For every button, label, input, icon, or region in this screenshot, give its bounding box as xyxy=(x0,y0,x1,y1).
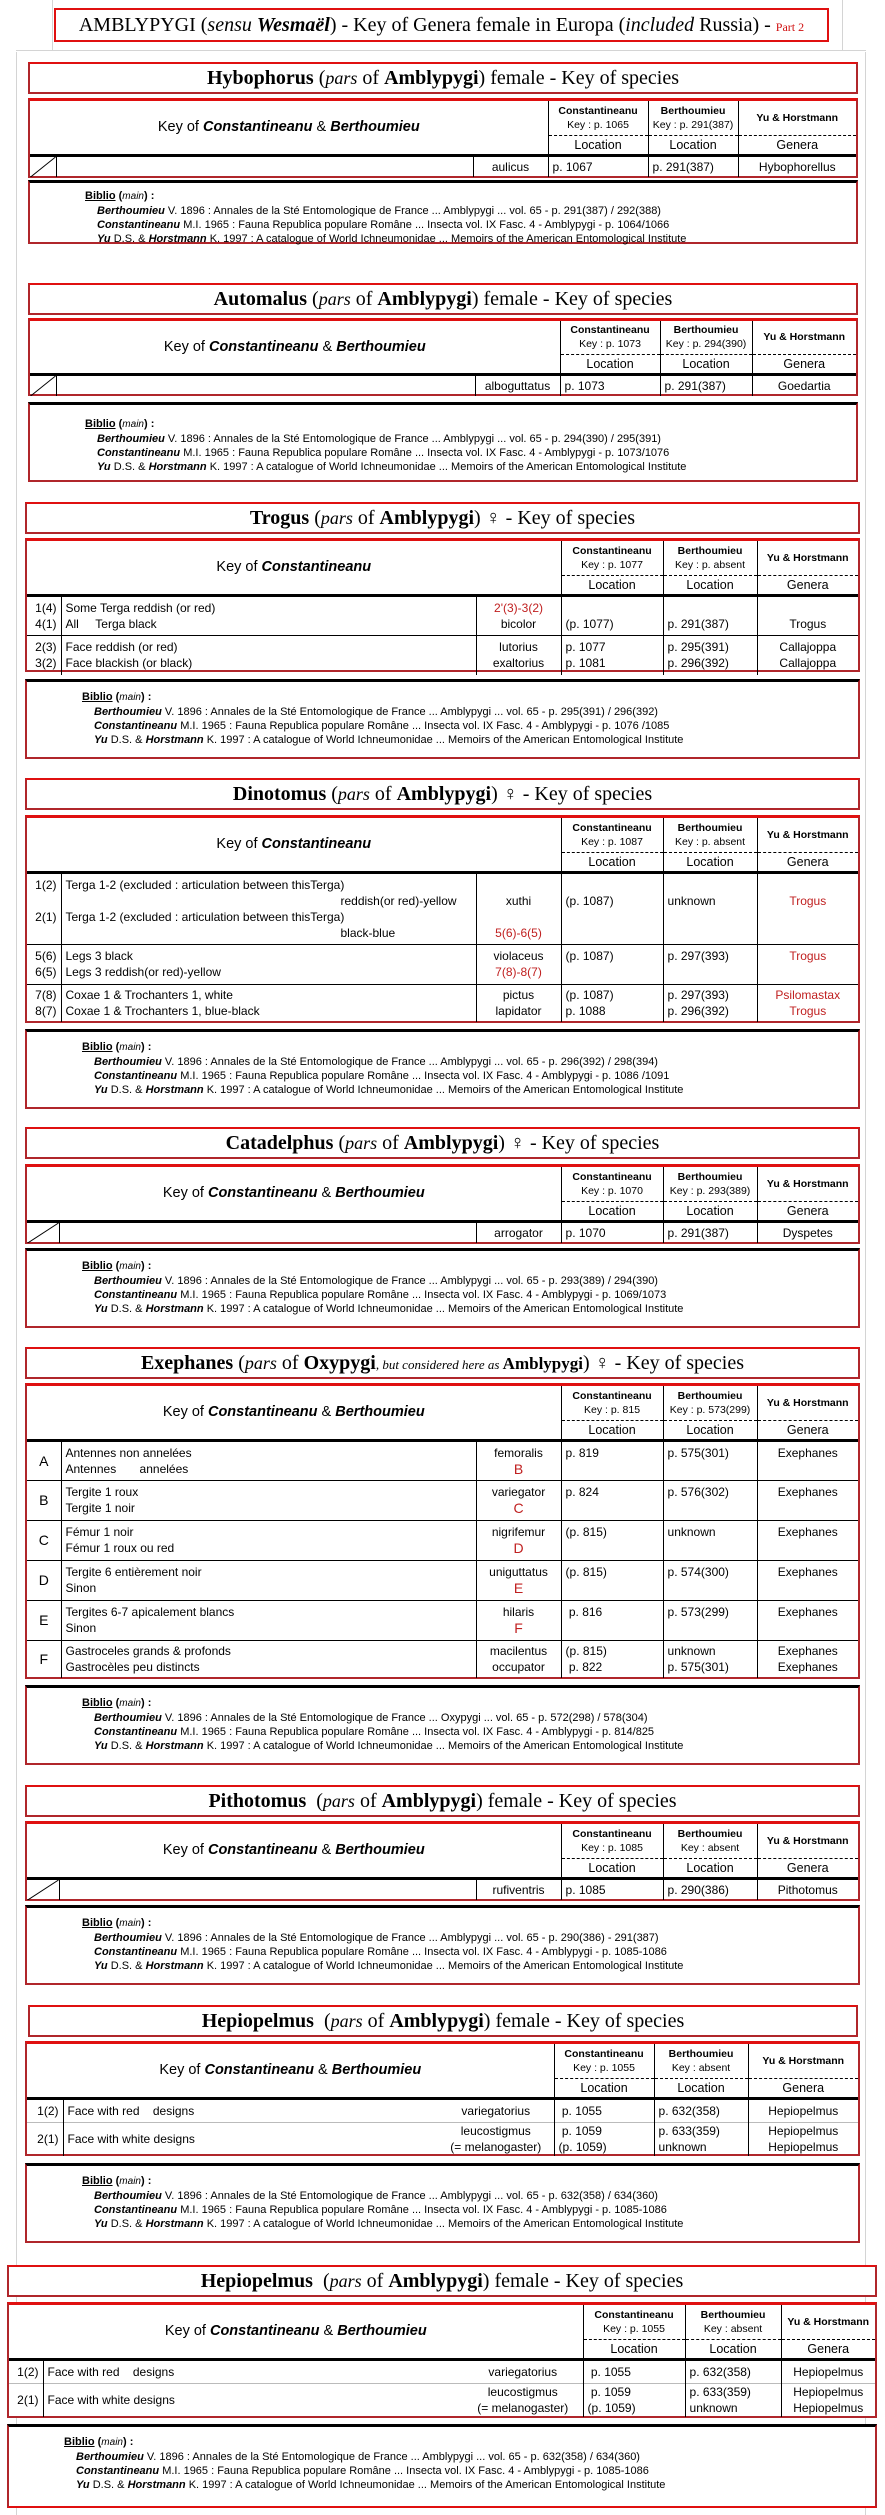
grid-line xyxy=(52,0,53,50)
key-header: Key of Constantineanu & Berthoumieu xyxy=(162,1842,425,1859)
col-header-constantineanu: Constantineanu Key : p. 1055 xyxy=(554,2044,654,2078)
table-row xyxy=(30,374,856,396)
genera-cell: Pithotomus xyxy=(757,1878,858,1900)
col-header-yu: Yu & Horstmann xyxy=(738,101,856,135)
key-table-dinotomus xyxy=(25,815,860,1023)
subheader-location: Location xyxy=(561,1201,663,1221)
subheader-genera: Genera xyxy=(757,1858,858,1878)
key-table-pithotomus xyxy=(25,1821,860,1901)
col-header-berthoumieu: Berthoumieu Key : p. 293(389) xyxy=(663,1167,757,1201)
subheader-location: Location xyxy=(663,1201,757,1221)
col-header-yu: Yu & Horstmann xyxy=(757,1167,858,1201)
subheader-location: Location xyxy=(561,575,663,595)
col-header-constantineanu: Constantineanu Key : p. 1070 xyxy=(561,1167,663,1201)
location-berth: p. 291(387) xyxy=(663,1221,757,1243)
biblio-automalus: Biblio (main) : Berthoumieu V. 1896 : Annales de la Sté Entomologique de France ... Amblypygi ... vol. 65 - p. 294(390) / 295(391) Constantineanu M.I. 1965 : Fauna Republica populare Române ... Insecta vol. IX Fasc. 4 - Amblypygi - p. 1073/1076 Yu D.S. & Horstmann K. 1997 : A catalogue of World Ichneumonidae ... Memoirs of the American Entomological Institute xyxy=(28,402,858,482)
col-header-constantineanu: Constantineanu Key : p. 1073 xyxy=(560,321,660,354)
biblio-hybophorus: Biblio (main) : Berthoumieu V. 1896 : Annales de la Sté Entomologique de France ... Amblypygi ... vol. 65 - p. 291(387) / 292(388) Constantineanu M.I. 1965 : Fauna Republica populare Române ... Insecta vol. IX Fasc. 4 - Amblypygi - p. 1064/1066 Yu D.S. & Horstmann K. 1997 : A catalogue of World Ichneumonidae ... Memoirs of the American Entomological Institute xyxy=(28,180,858,244)
section-title-catadelphus: Catadelphus (pars of Amblypygi) ♀ - Key of species xyxy=(25,1127,860,1159)
location-const: p. 1070 xyxy=(561,1221,663,1243)
biblio-catadelphus: Biblio (main) : Berthoumieu V. 1896 : Annales de la Sté Entomologique de France ... Amblypygi ... vol. 65 - p. 293(389) / 294(390) Constantineanu M.I. 1965 : Fauna Republica populare Române ... Insecta vol. IX Fasc. 4 - Amblypygi - p. 1069/1073 Yu D.S. & Horstmann K. 1997 : A catalogue of World Ichneumonidae ... Memoirs of the American Entomological Institute xyxy=(25,1248,860,1328)
section-title-dinotomus: Dinotomus (pars of Amblypygi) ♀ - Key of species xyxy=(25,778,860,810)
col-header-yu: Yu & Horstmann xyxy=(748,2044,858,2078)
table-row: A Antennes non annelées Antennes annelées femoralis B p. 819 p. 575(301) Exephanes xyxy=(27,1440,858,1480)
subheader-genera: Genera xyxy=(757,575,858,595)
table-row xyxy=(27,1221,858,1243)
genera-cell: Goedartia xyxy=(752,374,856,396)
subheader-genera: Genera xyxy=(757,1201,858,1221)
key-header: Key of Constantineanu & Berthoumieu xyxy=(157,119,420,136)
table-row: 2(3) 3(2) Face reddish (or red) Face blackish (or black) lutorius exaltorius p. 1077 p. 1081 p. 295(391) p. 296(392) Callajoppa Callajoppa xyxy=(27,635,858,675)
key-table-automalus xyxy=(28,318,858,396)
grid-line xyxy=(865,52,866,2515)
col-header-constantineanu: Constantineanu Key : p. 1087 xyxy=(561,818,663,852)
table-row: 5(6) 6(5) Legs 3 black Legs 3 reddish(or red)-yellow violaceus 7(8)-8(7) (p. 1087) p. 297(393) Trogus xyxy=(27,944,858,984)
subheader-location: Location xyxy=(660,354,752,374)
biblio-dinotomus: Biblio (main) : Berthoumieu V. 1896 : Annales de la Sté Entomologique de France ... Amblypygi ... vol. 65 - p. 296(392) / 298(394) Constantineanu M.I. 1965 : Fauna Republica populare Române ... Insecta vol. IX Fasc. 4 - Amblypygi - p. 1086 /1091 Yu D.S. & Horstmann K. 1997 : A catalogue of World Ichneumonidae ... Memoirs of the American Entomological Institute xyxy=(25,1029,860,1109)
location-const: p. 1067 xyxy=(548,155,648,177)
section-title-automalus: Automalus (pars of Amblypygi) female - Key of species xyxy=(28,283,858,315)
col-header-yu: Yu & Horstmann xyxy=(757,1824,858,1858)
key-header: Key of Constantineanu & Berthoumieu xyxy=(162,1185,425,1202)
key-table-catadelphus xyxy=(25,1164,860,1244)
location-const: p. 1073 xyxy=(560,374,660,396)
species-name: aulicus xyxy=(473,155,548,177)
col-header-berthoumieu: Berthoumieu Key : p. 291(387) xyxy=(648,101,738,135)
subheader-location: Location xyxy=(648,135,738,155)
diagonal-cell xyxy=(27,1221,59,1243)
subheader-genera: Genera xyxy=(781,2339,875,2359)
section-title-hepiopelmus-repeat: Hepiopelmus (pars of Amblypygi) female - Key of species xyxy=(7,2265,877,2297)
section-title-exephanes: Exephanes (pars of Oxypygi, but considered here as Amblypygi) ♀ - Key of species xyxy=(25,1347,860,1379)
table-row: 1(2) Face with red designs variegatorius p. 1055 p. 632(358) Hepiopelmus xyxy=(9,2359,875,2383)
key-header: Key of Constantineanu & Berthoumieu xyxy=(164,2323,427,2340)
genera-cell: Dyspetes xyxy=(757,1221,858,1243)
table-row: 1(2) 2(1) Terga 1-2 (excluded : articulation between thisTerga) reddish(or red)-yellow Terga 1-2 (excluded : articulation between thisTerga) black-blue xuthi 5(6)-6(5) (p. 1087) unknown Trogus xyxy=(27,872,858,944)
species-name: alboguttatus xyxy=(475,374,560,396)
table-row: 2(1) Face with white designs leucostigmus (= melanogaster) p. 1059 (p. 1059) p. 633(359) unknown Hepiopelmus Hepiopelmus xyxy=(9,2383,875,2417)
table-row: F Gastroceles grands & profonds Gastrocèles peu distincts macilentus occupator (p. 815) p. 822 unknown p. 575(301) Exephanes Exephanes xyxy=(27,1640,858,1678)
subheader-location: Location xyxy=(663,1858,757,1878)
subheader-location: Location xyxy=(548,135,648,155)
subheader-genera: Genera xyxy=(757,852,858,872)
key-table-hepiopelmus-repeat xyxy=(7,2302,877,2418)
subheader-location: Location xyxy=(685,2339,781,2359)
diagonal-cell xyxy=(30,374,56,396)
biblio-hepiopelmus-repeat: Biblio (main) : Berthoumieu V. 1896 : Annales de la Sté Entomologique de France ... Amblypygi ... vol. 65 - p. 632(358) / 634(360) Constantineanu M.I. 1965 : Fauna Republica populare Române ... Insecta vol. IX Fasc. 4 - Amblypygi - p. 1085-1086 Yu D.S. & Horstmann K. 1997 : A catalogue of World Ichneumonidae ... Memoirs of the American Entomological Institute xyxy=(7,2424,877,2508)
subheader-genera: Genera xyxy=(738,135,856,155)
biblio-pithotomus: Biblio (main) : Berthoumieu V. 1896 : Annales de la Sté Entomologique de France ... Amblypygi ... vol. 65 - p. 290(386) - 291(387) Constantineanu M.I. 1965 : Fauna Republica populare Române ... Insecta vol. IX Fasc. 4 - Amblypygi - p. 1085-1086 Yu D.S. & Horstmann K. 1997 : A catalogue of World Ichneumonidae ... Memoirs of the American Entomological Institute xyxy=(25,1905,860,1985)
biblio-exephanes: Biblio (main) : Berthoumieu V. 1896 : Annales de la Sté Entomologique de France ... Oxypygi ... vol. 65 - p. 572(298) / 578(304) Constantineanu M.I. 1965 : Fauna Republica populare Române ... Insecta vol. IX Fasc. 4 - Amblypygi - p. 814/825 Yu D.S. & Horstmann K. 1997 : A catalogue of World Ichneumonidae ... Memoirs of the American Entomological Institute xyxy=(25,1685,860,1765)
table-row: 1(2) Face with red designs variegatorius p. 1055 p. 632(358) Hepiopelmus xyxy=(27,2098,858,2122)
table-row xyxy=(27,1878,858,1900)
table-row xyxy=(30,155,856,177)
table-row: E Tergites 6-7 apicalement blancs Sinon hilaris F p. 816 p. 573(299) Exephanes xyxy=(27,1600,858,1640)
key-header: Key of Constantineanu & Berthoumieu xyxy=(159,2062,422,2079)
location-berth: p. 290(386) xyxy=(663,1878,757,1900)
col-header-constantineanu: Constantineanu Key : p. 1055 xyxy=(583,2305,685,2339)
subheader-location: Location xyxy=(554,2078,654,2098)
species-name: rufiventris xyxy=(476,1878,561,1900)
grid-line xyxy=(842,0,843,50)
key-table-hybophorus xyxy=(28,98,858,178)
table-row: C Fémur 1 noir Fémur 1 roux ou red nigrifemur D (p. 815) unknown Exephanes xyxy=(27,1520,858,1560)
subheader-location: Location xyxy=(663,575,757,595)
grid-line xyxy=(16,50,866,51)
grid-line xyxy=(16,52,17,2515)
species-name: arrogator xyxy=(476,1221,561,1243)
subheader-genera: Genera xyxy=(748,2078,858,2098)
subheader-genera: Genera xyxy=(752,354,856,374)
table-row: 7(8) 8(7) Coxae 1 & Trochanters 1, white Coxae 1 & Trochanters 1, blue-black pictus lapidator (p. 1087) p. 1088 p. 297(393) p. 296(392) Psilomastax Trogus xyxy=(27,984,858,1022)
page-title: AMBLYPYGI (sensu Wesmaël) - Key of Genera female in Europa (included Russia) - Part 2 xyxy=(54,8,829,42)
section-title-hybophorus: Hybophorus (pars of Amblypygi) female - Key of species xyxy=(28,62,858,94)
col-header-berthoumieu: Berthoumieu Key : absent xyxy=(654,2044,748,2078)
location-berth: p. 291(387) xyxy=(660,374,752,396)
table-row: B Tergite 1 roux Tergite 1 noir variegator C p. 824 p. 576(302) Exephanes xyxy=(27,1480,858,1520)
key-header: Key of Constantineanu xyxy=(216,836,372,853)
diagonal-cell xyxy=(30,155,56,177)
col-header-berthoumieu: Berthoumieu Key : p. absent xyxy=(663,541,757,575)
col-header-berthoumieu: Berthoumieu Key : absent xyxy=(663,1824,757,1858)
diagonal-cell xyxy=(27,1878,59,1900)
subheader-location: Location xyxy=(663,1420,757,1440)
col-header-constantineanu: Constantineanu Key : p. 1077 xyxy=(561,541,663,575)
subheader-location: Location xyxy=(561,1858,663,1878)
table-row: D Tergite 6 entièrement noir Sinon uniguttatus E (p. 815) p. 574(300) Exephanes xyxy=(27,1560,858,1600)
key-table-hepiopelmus xyxy=(25,2041,860,2156)
col-header-yu: Yu & Horstmann xyxy=(752,321,856,354)
table-row: 2(1) Face with white designs leucostigmus (= melanogaster) p. 1059 (p. 1059) p. 633(359) unknown Hepiopelmus Hepiopelmus xyxy=(27,2122,858,2156)
subheader-location: Location xyxy=(654,2078,748,2098)
col-header-yu: Yu & Horstmann xyxy=(757,818,858,852)
col-header-constantineanu: Constantineanu Key : p. 815 xyxy=(561,1386,663,1420)
location-const: p. 1085 xyxy=(561,1878,663,1900)
key-table-trogus xyxy=(25,538,860,672)
section-title-trogus: Trogus (pars of Amblypygi) ♀ - Key of species xyxy=(25,502,860,534)
col-header-berthoumieu: Berthoumieu Key : p. 294(390) xyxy=(660,321,752,354)
subheader-location: Location xyxy=(561,852,663,872)
col-header-berthoumieu: Berthoumieu Key : p. absent xyxy=(663,818,757,852)
subheader-genera: Genera xyxy=(757,1420,858,1440)
section-title-pithotomus: Pithotomus (pars of Amblypygi) female - Key of species xyxy=(25,1785,860,1817)
table-row: 1(4) 4(1) Some Terga reddish (or red) All Terga black 2'(3)-3(2) bicolor (p. 1077) p. 291(387) Trogus xyxy=(27,595,858,635)
subheader-location: Location xyxy=(663,852,757,872)
location-berth: p. 291(387) xyxy=(648,155,738,177)
key-table-exephanes xyxy=(25,1383,860,1679)
biblio-trogus: Biblio (main) : Berthoumieu V. 1896 : Annales de la Sté Entomologique de France ... Amblypygi ... vol. 65 - p. 295(391) / 296(392) Constantineanu M.I. 1965 : Fauna Republica populare Române ... Insecta vol. IX Fasc. 4 - Amblypygi - p. 1076 /1085 Yu D.S. & Horstmann K. 1997 : A catalogue of World Ichneumonidae ... Memoirs of the American Entomological Institute xyxy=(25,679,860,759)
col-header-yu: Yu & Horstmann xyxy=(757,541,858,575)
col-header-yu: Yu & Horstmann xyxy=(757,1386,858,1420)
col-header-yu: Yu & Horstmann xyxy=(781,2305,875,2339)
col-header-berthoumieu: Berthoumieu Key : absent xyxy=(685,2305,781,2339)
col-header-berthoumieu: Berthoumieu Key : p. 573(299) xyxy=(663,1386,757,1420)
col-header-constantineanu: Constantineanu Key : p. 1085 xyxy=(561,1824,663,1858)
key-header: Key of Constantineanu & Berthoumieu xyxy=(162,1404,425,1421)
biblio-hepiopelmus: Biblio (main) : Berthoumieu V. 1896 : Annales de la Sté Entomologique de France ... Amblypygi ... vol. 65 - p. 632(358) / 634(360) Constantineanu M.I. 1965 : Fauna Republica populare Române ... Insecta vol. IX Fasc. 4 - Amblypygi - p. 1085-1086 Yu D.S. & Horstmann K. 1997 : A catalogue of World Ichneumonidae ... Memoirs of the American Entomological Institute xyxy=(25,2163,860,2243)
subheader-location: Location xyxy=(561,1420,663,1440)
col-header-constantineanu: Constantineanu Key : p. 1065 xyxy=(548,101,648,135)
subheader-location: Location xyxy=(560,354,660,374)
section-title-hepiopelmus: Hepiopelmus (pars of Amblypygi) female - Key of species xyxy=(28,2005,858,2037)
genera-cell: Hybophorellus xyxy=(738,155,856,177)
subheader-location: Location xyxy=(583,2339,685,2359)
part-label: Part 2 xyxy=(775,20,805,34)
key-header: Key of Constantineanu & Berthoumieu xyxy=(163,338,426,355)
key-header: Key of Constantineanu xyxy=(216,559,372,576)
